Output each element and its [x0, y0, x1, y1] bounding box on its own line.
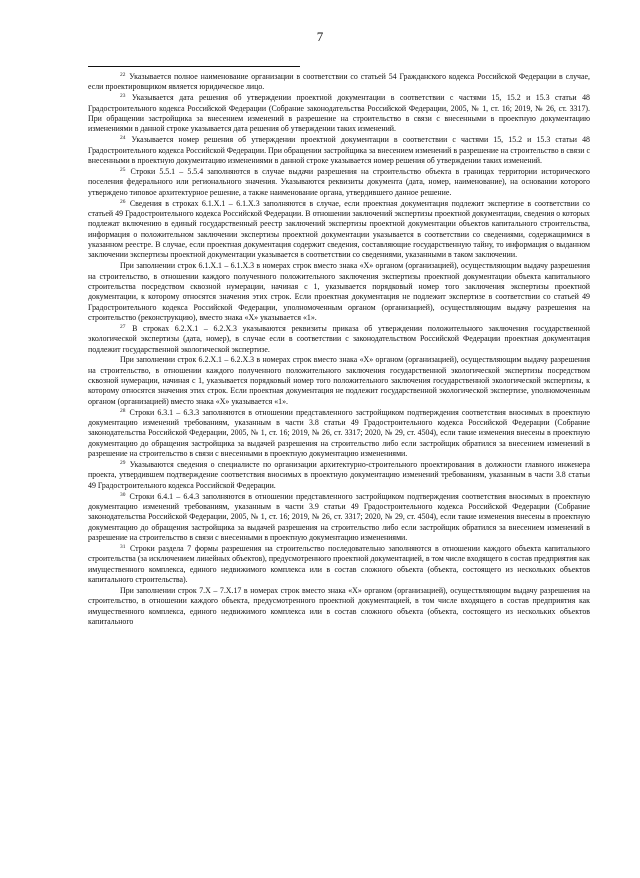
footnote-text: Строки 6.3.1 – 6.3.3 заполняются в отношении представленного застройщиком подтверждения соответствия вносимых в проектную документацию изменений требованиям, указанным в части 3.8 статьи 49 Градостроительного кодекса Российской Федерации (Собрание законодательства Российской Федерации, 2005, № 1, ст. 16; 2019, № 26, ст. 3317; 2020, № 29, ст. 4504), если такие изменения внесены в проектную документацию до обращения застройщика за выдачей разрешения на строительство либо если застройщик обратился за внесением изменений в разрешение на строительство в связи с внесенными в проектную документацию изменениями.: [88, 407, 591, 459]
footnote-marker: 29: [120, 460, 126, 467]
footnote-text: Строки 5.5.1 – 5.5.4 заполняются в случае выдачи разрешения на строительство объекта в границах территории исторического поселения федерального или регионального значения. Указываются реквизиты документа (дата, номер, наименование), на основании которого утверждено типовое архитектурное решение, а также наименование органа, утвердившего данное решение.: [88, 166, 590, 197]
footnote-text: При заполнении строк 6.2.Х.1 – 6.2.Х.3 в номерах строк вместо знака «Х» органом (организацией), осуществляющим выдачу разрешения на строительство, в отношении каждого полученного положительного заключения государственной экологической экспертизы посредством сквозной нумерации, начиная с 1, указывается порядковый номер того положительного заключения государственной экологической экспертизы, к которому относятся значения этих строк. Если проектная документация не подлежит государственной экологической экспертизе, уполномоченным органом (организацией) вместо знака «Х» указывается «1».: [88, 355, 590, 406]
footnote-text: При заполнении строк 7.Х – 7.Х.17 в номерах строк вместо знака «Х» органом (организацией), осуществляющим выдачу разрешения на строительство, в отношении каждого объекта, предусмотренного проектной документацией, в том числе входящего в состав предприятия как имущественного комплекса, единого недвижимого комплекса или в состав сложного объекта (объекта, состоящего из нескольких объектов капитального: [88, 585, 590, 626]
footnote-text: Сведения в строках 6.1.Х.1 – 6.1.Х.3 заполняются в случае, если проектная документация подлежит экспертизе в соответствии со статьей 49 Градостроительного кодекса Российской Федерации. В отношении заключений экспертизы проектной документации, сведения о которых подлежат включению в единый государственный реестр заключений экспертизы проектной документации объектов капитального строительства, информация о положительном заключении экспертизы проектной документации указывается в соответствии со сведениями, содержащимися в указанном реестре. В случае, если проектная документация содержит сведения, составляющие государственную тайну, то информация о выданном заключении экспертизы проектной документации указывается в соответствии со сведениями, указанными в таком заключении.: [88, 198, 590, 260]
footnote-23: [88, 93, 590, 134]
footnote-marker: 27: [120, 323, 126, 330]
footnote-22: [88, 72, 590, 93]
footnote-marker: 28: [120, 407, 126, 414]
footnote-text: При заполнении строк 6.1.Х.1 – 6.1.Х.3 в номерах строк вместо знака «Х» органом (организацией), осуществляющим выдачу разрешения на строительство, в отношении каждого полученного положительного заключения экспертизы проектной документации объекта капитального строительства посредством сквозной нумерации, начиная с 1, указывается порядковый номер того заключения экспертизы проектной документации, к которому относятся значения этих строк. Если проектная документация не подлежит экспертизе в соответствии со статьей 49 Градостроительного кодекса Российской Федерации, уполномоченным органом (организацией), осуществляющим выдачу разрешения на строительство (реконструкцию), вместо знака «Х» указывается «1».: [88, 261, 590, 322]
page-number: 7: [316, 29, 324, 44]
footnote-marker: 23: [120, 93, 126, 100]
footnote-marker: 24: [120, 135, 126, 142]
footnote-separator: [88, 66, 300, 67]
footnote-26: [88, 199, 590, 261]
footnote-31-continuation: [88, 586, 590, 627]
footnote-marker: 25: [120, 166, 126, 173]
footnote-marker: 30: [120, 491, 126, 498]
footnote-25: [88, 167, 590, 198]
footnote-text: Указывается дата решения об утверждении проектной документации в соответствии с частями 15, 15.2 и 15.3 статьи 48 Градостроительного кодекса Российской Федерации (Собрание законодательства Российской Федерации, 2005, № 1, ст. 16; 2019, № 26, ст. 3317). При обращении застройщика за внесением изменений в разрешение на строительство в связи с внесенными в проектную документацию изменениями в данной строке указывается дата решения об утверждении таких изменений.: [88, 93, 590, 134]
footnote-27: [88, 324, 590, 355]
footnote-30: [88, 492, 590, 544]
footnote-marker: 26: [120, 198, 126, 205]
footnote-text: Указываются сведения о специалисте по организации архитектурно-строительного проектирования в должности главного инженера проекта, утвердившем подтверждение соответствия вносимых в проектную документацию изменений требованиям, указанным в части 3.8 статьи 49 Градостроительного кодекса Российской Федерации.: [88, 460, 590, 490]
footnote-24: [88, 135, 590, 166]
footnote-27-continuation: [88, 355, 590, 407]
footnote-marker: 31: [120, 544, 126, 550]
footnote-text: В строках 6.2.Х.1 – 6.2.Х.3 указываются реквизиты приказа об утверждении положительного заключения государственной экологической экспертизы (дата, номер), в случае если в соответствии с законодательством Российской Федерации проектная документация подлежит государственной экологической экспертизе.: [88, 323, 590, 354]
footnote-text: Указывается номер решения об утверждении проектной документации в соответствии с частями 15, 15.2 и 15.3 статьи 48 Градостроительного кодекса Российской Федерации. При обращении застройщика за внесением изменений в разрешение на строительство в связи с внесенными в проектную документацию изменениями в данной строке указывается номер решения об утверждении таких изменений.: [88, 135, 590, 165]
footnote-text: Указывается полное наименование организации в соответствии со статьей 54 Гражданского кодекса Российской Федерации в случае, если проектировщиком является юридическое лицо.: [88, 72, 590, 92]
footnote-26-continuation: [88, 261, 590, 323]
footnote-marker: 22: [120, 72, 126, 78]
footnote-text: Строки 6.4.1 – 6.4.3 заполняются в отношении представленного застройщиком подтверждения соответствия вносимых в проектную документацию изменений требованиям, указанным в части 3.9 статьи 49 Градостроительного кодекса Российской Федерации (Собрание законодательства Российской Федерации, 2005, № 1, ст. 16; 2019, № 26, ст. 3317; 2020, № 29, ст. 4504), если такие изменения внесены в проектную документацию до обращения застройщика за выдачей разрешения на строительство либо если застройщик обратился за внесением изменений в разрешение на строительство в связи с внесенными в проектную документацию изменениями.: [88, 491, 591, 543]
footnote-31: [88, 544, 590, 585]
footnote-29: [88, 460, 590, 491]
footnote-28: [88, 408, 590, 460]
footnotes: [88, 72, 590, 628]
footnote-text: Строки раздела 7 формы разрешения на строительство последовательно заполняются в отношении каждого объекта капитального строительства (за исключением линейных объектов), предусмотренного проектной документацией, в том числе входящего в состав предприятия как имущественного комплекса, единого недвижимого комплекса или в состав сложного объекта (объекта, состоящего из нескольких объектов капитального строительства).: [88, 544, 590, 585]
